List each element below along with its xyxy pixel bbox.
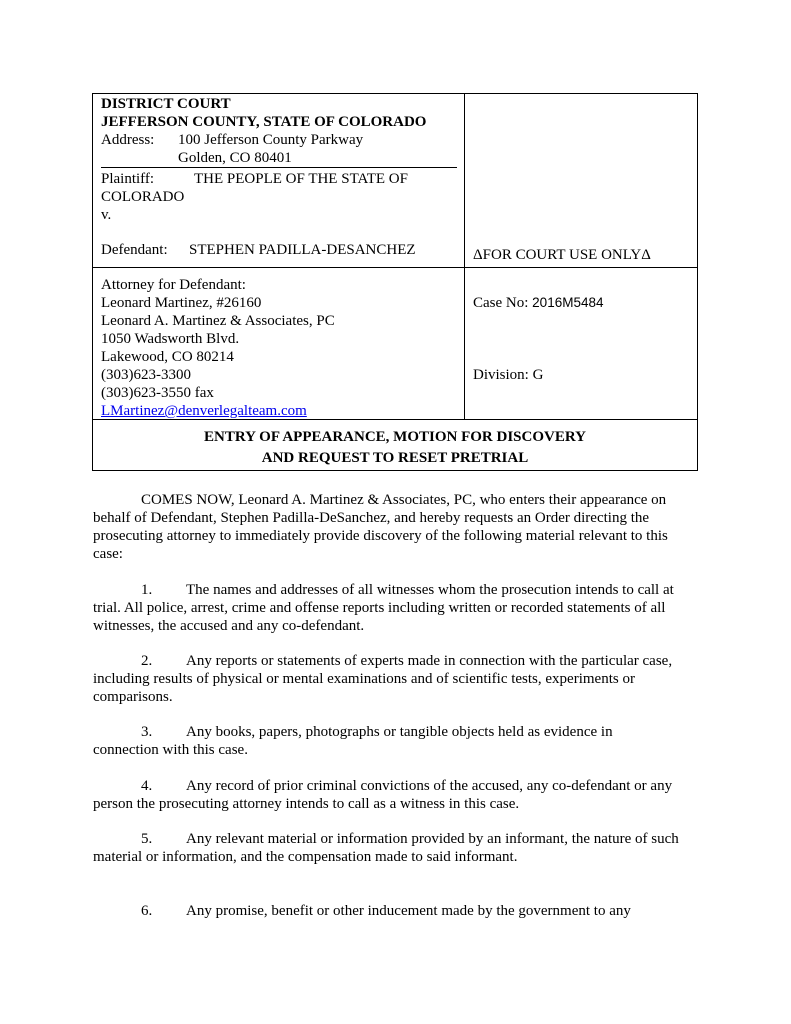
item-first-line bbox=[93, 777, 697, 795]
discovery-item-2 bbox=[93, 652, 697, 706]
item-first-line bbox=[93, 902, 697, 920]
item-text: connection with this case. bbox=[93, 742, 248, 758]
defendant-label: Defendant: bbox=[101, 242, 168, 258]
case-caption-table bbox=[92, 93, 698, 471]
versus: v. bbox=[101, 207, 112, 223]
discovery-item-6 bbox=[93, 902, 697, 920]
item-number: 3. bbox=[141, 724, 153, 740]
item-first-line bbox=[93, 581, 697, 599]
plaintiff-name: THE PEOPLE OF THE STATE OF bbox=[194, 171, 408, 187]
plaintiff-name-cont: COLORADO bbox=[101, 189, 185, 205]
case-number-value: 2016M5484 bbox=[532, 295, 604, 310]
firm-phone: (303)623-3300 bbox=[101, 367, 191, 383]
address-line-1: 100 Jefferson County Parkway bbox=[178, 132, 364, 148]
attorney-info-cell bbox=[93, 268, 465, 419]
plaintiff-label: Plaintiff: bbox=[101, 171, 155, 187]
email-link[interactable]: LMartinez@denverlegalteam.com bbox=[101, 403, 307, 419]
item-text: material or information, and the compensation made to said informant. bbox=[93, 849, 518, 865]
item-text: trial. All police, arrest, crime and offense reports including written or recorded statements of all bbox=[93, 600, 666, 616]
item-number: 1. bbox=[141, 582, 153, 598]
discovery-item-1 bbox=[93, 581, 697, 635]
item-text: person the prosecuting attorney intends to call as a witness in this case. bbox=[93, 796, 520, 812]
item-number: 5. bbox=[141, 831, 153, 847]
item-text: The names and addresses of all witnesses whom the prosecution intends to call at bbox=[186, 582, 674, 598]
discovery-item-3 bbox=[93, 723, 697, 759]
defendant-name: STEPHEN PADILLA-DESANCHEZ bbox=[189, 242, 416, 258]
case-number-label: Case No: bbox=[473, 295, 533, 311]
firm-street: 1050 Wadsworth Blvd. bbox=[101, 331, 240, 347]
court-use-only: ΔFOR COURT USE ONLYΔ bbox=[473, 247, 651, 263]
intro-line: COMES NOW, Leonard A. Martinez & Associates, PC, who enters their appearance on bbox=[141, 492, 667, 508]
division: Division: G bbox=[473, 367, 544, 383]
document-title-line-1: ENTRY OF APPEARANCE, MOTION FOR DISCOVERY bbox=[203, 429, 587, 445]
item-text: comparisons. bbox=[93, 689, 173, 705]
item-text: Any relevant material or information provided by an informant, the nature of such bbox=[186, 831, 679, 847]
discovery-item-5 bbox=[93, 830, 697, 866]
item-first-line bbox=[93, 723, 697, 741]
court-use-cell bbox=[465, 94, 697, 268]
item-text: Any record of prior criminal convictions of the accused, any co-defendant or any bbox=[186, 778, 673, 794]
item-number: 4. bbox=[141, 778, 153, 794]
item-text: Any promise, benefit or other inducement made by the government to any bbox=[186, 903, 631, 919]
intro-line: behalf of Defendant, Stephen Padilla-DeSanchez, and hereby requests an Order directing the bbox=[93, 510, 650, 526]
case-number bbox=[473, 294, 603, 312]
address-label: Address: bbox=[101, 132, 155, 148]
address-line-2: Golden, CO 80401 bbox=[178, 150, 292, 166]
intro-line: prosecuting attorney to immediately provide discovery of the following material relevant to this bbox=[93, 528, 668, 544]
item-first-line bbox=[93, 652, 697, 670]
document-title-cell bbox=[93, 419, 697, 470]
document-title-line-2: AND REQUEST TO RESET PRETRIAL bbox=[261, 450, 529, 466]
item-number: 6. bbox=[141, 903, 153, 919]
discovery-item-4 bbox=[93, 777, 697, 813]
court-county: JEFFERSON COUNTY, STATE OF COLORADO bbox=[101, 114, 427, 130]
case-info-cell bbox=[465, 268, 697, 419]
item-text: witnesses, the accused and any co-defendant. bbox=[93, 618, 365, 634]
item-text: Any books, papers, photographs or tangible objects held as evidence in bbox=[186, 724, 613, 740]
court-name: DISTRICT COURT bbox=[101, 96, 231, 112]
intro-line: case: bbox=[93, 546, 123, 562]
item-text: including results of physical or mental examinations and of scientific tests, experiments or bbox=[93, 671, 635, 687]
court-info-cell bbox=[93, 94, 465, 268]
item-text: Any reports or statements of experts made in connection with the particular case, bbox=[186, 653, 673, 669]
caption-divider bbox=[101, 167, 457, 168]
intro-paragraph bbox=[93, 491, 697, 563]
attorney-label: Attorney for Defendant: bbox=[101, 277, 246, 293]
firm-fax: (303)623-3550 fax bbox=[101, 385, 214, 401]
firm-name: Leonard A. Martinez & Associates, PC bbox=[101, 313, 335, 329]
item-first-line bbox=[93, 830, 697, 848]
item-number: 2. bbox=[141, 653, 153, 669]
attorney-name: Leonard Martinez, #26160 bbox=[101, 295, 262, 311]
firm-city: Lakewood, CO 80214 bbox=[101, 349, 234, 365]
